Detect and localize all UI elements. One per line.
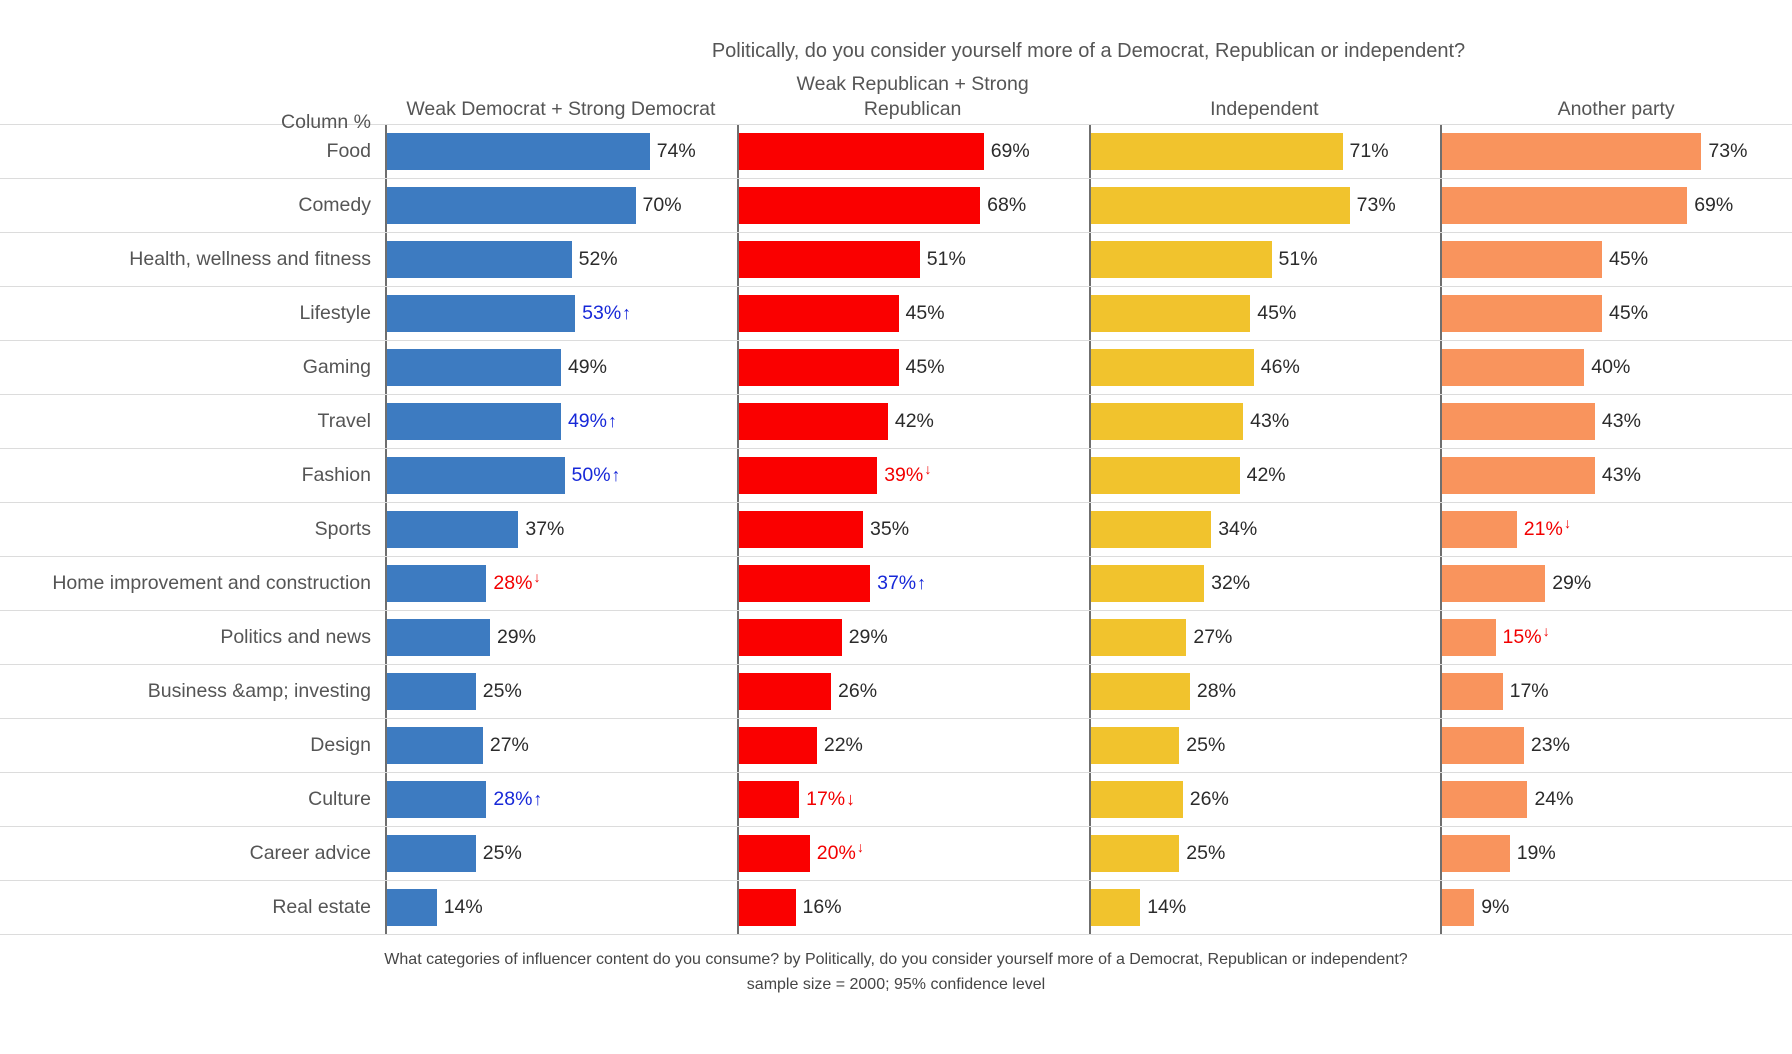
bar-cell bbox=[1089, 287, 1441, 340]
bar-cell bbox=[385, 287, 737, 340]
up-arrow-icon: ↑ bbox=[611, 465, 621, 485]
bar-cell bbox=[385, 827, 737, 880]
value-label: 37% ↑ bbox=[877, 572, 927, 594]
value-label: 16% bbox=[802, 896, 842, 918]
bar bbox=[1091, 889, 1141, 926]
value-label: 45% bbox=[1609, 302, 1649, 324]
bar-cell bbox=[1440, 719, 1792, 772]
bar-cell bbox=[1089, 179, 1441, 232]
bar-cell bbox=[1089, 449, 1441, 502]
value-label: 25% bbox=[482, 680, 522, 702]
bar bbox=[387, 565, 486, 602]
bar bbox=[1091, 403, 1244, 440]
value-label: 70% bbox=[642, 194, 682, 216]
value-label: 14% bbox=[443, 896, 483, 918]
bar-cell bbox=[737, 125, 1089, 178]
bar-cell bbox=[1440, 557, 1792, 610]
value-label: 17% bbox=[1509, 680, 1549, 702]
value-label: 17% ↓ bbox=[806, 788, 856, 810]
value-label: 15% ↓ bbox=[1502, 622, 1550, 648]
bar-cell bbox=[1440, 287, 1792, 340]
value-label: 26% bbox=[1189, 788, 1229, 810]
bar bbox=[387, 457, 565, 494]
chart-row bbox=[0, 827, 1792, 881]
value-label: 74% bbox=[656, 140, 696, 162]
value-label: 28% ↑ bbox=[493, 788, 543, 810]
bar bbox=[739, 619, 842, 656]
value-label: 43% bbox=[1601, 410, 1641, 432]
up-arrow-icon: ↑ bbox=[917, 573, 927, 593]
crosstab-chart bbox=[0, 40, 1792, 998]
bar bbox=[1091, 295, 1251, 332]
column-header-another-party-label: Another party bbox=[1557, 97, 1675, 120]
bar-cell bbox=[737, 341, 1089, 394]
chart-title: Politically, do you consider yourself more of a Democrat, Republican or independent? bbox=[711, 40, 1466, 62]
bar bbox=[739, 511, 863, 548]
value-label: 42% bbox=[1246, 464, 1286, 486]
bar bbox=[1091, 241, 1272, 278]
value-label: 42% bbox=[894, 410, 934, 432]
chart-row bbox=[0, 233, 1792, 287]
bar bbox=[1091, 133, 1343, 170]
value-label: 25% bbox=[1186, 842, 1226, 864]
up-arrow-icon: ↑ bbox=[533, 789, 543, 809]
chart-row bbox=[0, 557, 1792, 611]
bar-cell bbox=[737, 395, 1089, 448]
column-header-independent bbox=[1089, 97, 1441, 121]
row-label: Design bbox=[310, 734, 371, 756]
footnote-line2: sample size = 2000; 95% confidence level bbox=[746, 975, 1046, 993]
bar bbox=[387, 619, 490, 656]
value-label: 40% bbox=[1591, 356, 1631, 378]
bar bbox=[739, 673, 831, 710]
bar-cell bbox=[385, 503, 737, 556]
chart-row bbox=[0, 611, 1792, 665]
bar-cell bbox=[385, 125, 737, 178]
bar-cell bbox=[1440, 881, 1792, 934]
bar bbox=[739, 295, 899, 332]
row-label: Gaming bbox=[302, 356, 371, 378]
bar-cell bbox=[1089, 611, 1441, 664]
value-label: 51% bbox=[1278, 248, 1318, 270]
down-arrow-icon: ↓ bbox=[1563, 514, 1571, 531]
down-arrow-icon: ↓ bbox=[846, 789, 856, 809]
value-label: 43% bbox=[1601, 464, 1641, 486]
bar bbox=[1091, 727, 1180, 764]
bar-cell bbox=[737, 233, 1089, 286]
bar bbox=[387, 835, 476, 872]
bar bbox=[1442, 403, 1595, 440]
bar bbox=[1442, 349, 1584, 386]
bar-cell bbox=[385, 341, 737, 394]
value-label: 43% bbox=[1250, 410, 1290, 432]
value-label: 39% ↓ bbox=[884, 460, 932, 486]
chart-row bbox=[0, 881, 1792, 935]
row-label: Sports bbox=[314, 518, 371, 540]
bar-cell bbox=[737, 719, 1089, 772]
bar-cell bbox=[737, 557, 1089, 610]
chart-row bbox=[0, 287, 1792, 341]
column-header-republican-label: Weak Republican + Strong Republican bbox=[796, 73, 1029, 120]
value-label: 46% bbox=[1260, 356, 1300, 378]
value-label: 28% ↓ bbox=[493, 568, 541, 594]
value-label: 27% bbox=[1193, 626, 1233, 648]
bar bbox=[739, 403, 888, 440]
row-label: Politics and news bbox=[220, 626, 371, 648]
bar-cell bbox=[1440, 665, 1792, 718]
value-label: 49% bbox=[567, 356, 607, 378]
chart-rows bbox=[0, 124, 1792, 935]
bar-cell bbox=[1440, 233, 1792, 286]
value-label: 45% bbox=[905, 356, 945, 378]
row-label: Comedy bbox=[298, 194, 371, 216]
bar bbox=[1091, 565, 1205, 602]
value-label: 45% bbox=[1257, 302, 1297, 324]
bar bbox=[739, 133, 984, 170]
row-label: Real estate bbox=[272, 896, 371, 918]
bar bbox=[1442, 295, 1602, 332]
bar bbox=[739, 727, 817, 764]
corner-label: Column % bbox=[281, 111, 371, 133]
chart-row bbox=[0, 179, 1792, 233]
bar-cell bbox=[1089, 719, 1441, 772]
up-arrow-icon: ↑ bbox=[607, 411, 617, 431]
value-label: 71% bbox=[1349, 140, 1389, 162]
bar-cell bbox=[737, 773, 1089, 826]
value-label: 25% bbox=[1186, 734, 1226, 756]
bar bbox=[387, 781, 486, 818]
bar bbox=[739, 241, 920, 278]
bar-cell bbox=[1089, 881, 1441, 934]
footnote-line1: What categories of influencer content do you consume? by Politically, do you consider yourself more of a Democrat, Republican or independent? bbox=[384, 951, 1408, 968]
up-arrow-icon: ↑ bbox=[622, 303, 632, 323]
value-label: 52% bbox=[578, 248, 618, 270]
value-label: 26% bbox=[838, 680, 878, 702]
bar bbox=[387, 295, 575, 332]
bar-cell bbox=[737, 665, 1089, 718]
bar bbox=[387, 349, 561, 386]
value-label: 29% bbox=[848, 626, 888, 648]
value-label: 19% bbox=[1516, 842, 1556, 864]
bar bbox=[1091, 457, 1240, 494]
row-label: Business &amp; investing bbox=[147, 680, 371, 702]
bar bbox=[1442, 727, 1524, 764]
value-label: 22% bbox=[823, 734, 863, 756]
down-arrow-icon: ↓ bbox=[1542, 622, 1550, 639]
value-label: 51% bbox=[926, 248, 966, 270]
row-label: Home improvement and construction bbox=[52, 572, 371, 594]
bar-cell bbox=[385, 179, 737, 232]
bar-cell bbox=[737, 827, 1089, 880]
down-arrow-icon: ↓ bbox=[533, 568, 541, 585]
bar-cell bbox=[1089, 503, 1441, 556]
bar-cell bbox=[1440, 125, 1792, 178]
bar-cell bbox=[385, 773, 737, 826]
bar bbox=[739, 565, 870, 602]
value-label: 69% bbox=[990, 140, 1030, 162]
value-label: 32% bbox=[1211, 572, 1251, 594]
bar bbox=[387, 511, 518, 548]
value-label: 53% ↑ bbox=[582, 302, 632, 324]
bar bbox=[387, 889, 437, 926]
bar-cell bbox=[737, 881, 1089, 934]
value-label: 25% bbox=[482, 842, 522, 864]
bar-cell bbox=[737, 287, 1089, 340]
value-label: 23% bbox=[1530, 734, 1570, 756]
bar-cell bbox=[1440, 179, 1792, 232]
value-label: 35% bbox=[870, 518, 910, 540]
down-arrow-icon: ↓ bbox=[924, 460, 932, 477]
row-label: Fashion bbox=[301, 464, 371, 486]
value-label: 73% bbox=[1708, 140, 1748, 162]
value-label: 50% ↑ bbox=[571, 464, 621, 486]
bar bbox=[1442, 565, 1545, 602]
bar-cell bbox=[385, 233, 737, 286]
bar-cell bbox=[737, 449, 1089, 502]
bar bbox=[1091, 835, 1180, 872]
column-header-democrat-label: Weak Democrat + Strong Democrat bbox=[406, 97, 716, 120]
value-label: 34% bbox=[1218, 518, 1258, 540]
value-label: 9% bbox=[1481, 896, 1510, 918]
column-header-another-party bbox=[1440, 97, 1792, 121]
row-label: Health, wellness and fitness bbox=[129, 248, 371, 270]
row-label: Career advice bbox=[249, 842, 371, 864]
bar-cell bbox=[1440, 395, 1792, 448]
bar-cell bbox=[1440, 341, 1792, 394]
down-arrow-icon: ↓ bbox=[856, 838, 864, 855]
bar bbox=[1442, 457, 1595, 494]
bar bbox=[387, 241, 572, 278]
value-label: 73% bbox=[1356, 194, 1396, 216]
bar bbox=[1442, 241, 1602, 278]
chart-row bbox=[0, 449, 1792, 503]
value-label: 29% bbox=[1552, 572, 1592, 594]
bar bbox=[739, 835, 810, 872]
column-headers bbox=[0, 63, 1792, 133]
value-label: 68% bbox=[987, 194, 1027, 216]
chart-row bbox=[0, 341, 1792, 395]
bar bbox=[1442, 781, 1527, 818]
value-label: 28% bbox=[1196, 680, 1236, 702]
bar bbox=[739, 457, 877, 494]
bar bbox=[1091, 619, 1187, 656]
bar bbox=[739, 781, 799, 818]
bar-cell bbox=[1089, 557, 1441, 610]
row-label: Culture bbox=[308, 788, 371, 810]
bar-cell bbox=[1089, 395, 1441, 448]
value-label: 45% bbox=[1609, 248, 1649, 270]
value-label: 14% bbox=[1147, 896, 1187, 918]
bar bbox=[1442, 835, 1509, 872]
column-header-independent-label: Independent bbox=[1210, 97, 1319, 120]
bar-cell bbox=[737, 179, 1089, 232]
bar-cell bbox=[737, 503, 1089, 556]
bar-cell bbox=[1440, 827, 1792, 880]
chart-row bbox=[0, 125, 1792, 179]
bar-cell bbox=[385, 881, 737, 934]
row-label: Food bbox=[326, 140, 371, 162]
bar bbox=[1442, 133, 1701, 170]
bar-cell bbox=[385, 395, 737, 448]
chart-row bbox=[0, 395, 1792, 449]
chart-row bbox=[0, 719, 1792, 773]
bar-cell bbox=[737, 611, 1089, 664]
chart-row bbox=[0, 665, 1792, 719]
bar-cell bbox=[1089, 665, 1441, 718]
bar bbox=[739, 187, 980, 224]
bar bbox=[387, 673, 476, 710]
bar bbox=[739, 889, 796, 926]
value-label: 24% bbox=[1534, 788, 1574, 810]
value-label: 20% ↓ bbox=[816, 838, 864, 864]
value-label: 37% bbox=[525, 518, 565, 540]
value-label: 45% bbox=[905, 302, 945, 324]
column-header-republican bbox=[737, 72, 1089, 121]
value-label: 21% ↓ bbox=[1523, 514, 1571, 540]
bar-cell bbox=[385, 665, 737, 718]
bar bbox=[1442, 511, 1517, 548]
bar-cell bbox=[1089, 341, 1441, 394]
value-label: 29% bbox=[496, 626, 536, 648]
bar bbox=[1442, 673, 1502, 710]
bar-cell bbox=[1440, 611, 1792, 664]
bar bbox=[739, 349, 899, 386]
row-label: Travel bbox=[317, 410, 371, 432]
bar-cell bbox=[385, 719, 737, 772]
bar bbox=[1442, 187, 1687, 224]
bar-cell bbox=[385, 449, 737, 502]
column-header-democrat bbox=[385, 97, 737, 121]
bar-cell bbox=[1440, 449, 1792, 502]
bar-cell bbox=[1440, 773, 1792, 826]
bar-cell bbox=[385, 611, 737, 664]
bar-cell bbox=[1089, 125, 1441, 178]
bar bbox=[1442, 889, 1474, 926]
value-label: 49% ↑ bbox=[567, 410, 617, 432]
bar-cell bbox=[1089, 233, 1441, 286]
bar bbox=[1091, 511, 1212, 548]
bar bbox=[1091, 187, 1350, 224]
bar bbox=[1091, 781, 1183, 818]
bar bbox=[1091, 673, 1190, 710]
footnote bbox=[0, 948, 1792, 998]
bar bbox=[387, 403, 561, 440]
bar-cell bbox=[1089, 827, 1441, 880]
chart-row bbox=[0, 773, 1792, 827]
bar-cell bbox=[385, 557, 737, 610]
bar-cell bbox=[1440, 503, 1792, 556]
row-label: Lifestyle bbox=[299, 302, 371, 324]
bar bbox=[387, 133, 650, 170]
bar bbox=[1091, 349, 1254, 386]
bar-cell bbox=[1089, 773, 1441, 826]
bar bbox=[387, 187, 636, 224]
bar bbox=[1442, 619, 1495, 656]
value-label: 27% bbox=[489, 734, 529, 756]
value-label: 69% bbox=[1694, 194, 1734, 216]
bar bbox=[387, 727, 483, 764]
chart-row bbox=[0, 503, 1792, 557]
